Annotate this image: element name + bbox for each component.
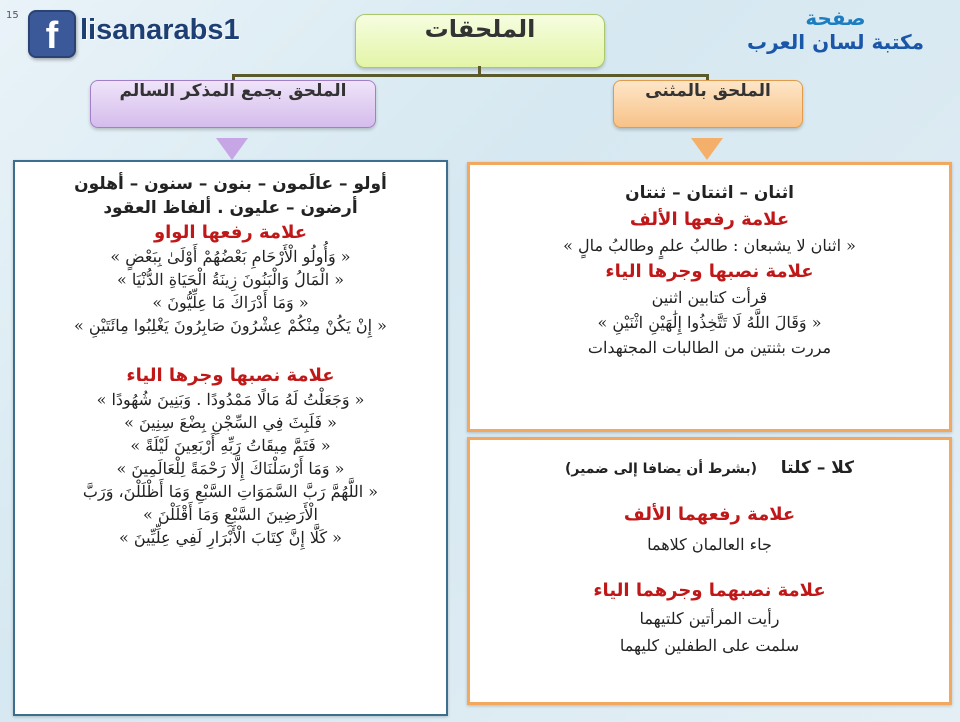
kila-example-2: سلمت على الطفلين كليهما	[619, 636, 800, 655]
plural-nasb-example-5a: « اللَّهُمَّ رَبَّ السَّمَوَاتِ السَّبْعِ وَمَا أَظْلَلْنَ، وَرَبَّ	[82, 482, 379, 501]
plural-list-2: أرضون – عليون . ألفاظ العقود	[103, 198, 358, 218]
plural-raf-example-1: « وَأُولُو الْأَرْحَامِ بَعْضُهُمْ أَوْلَىٰ بِبَعْضٍ »	[110, 247, 351, 266]
arrow-down-icon	[691, 138, 723, 160]
arrow-down-icon	[216, 138, 248, 160]
dual-words: اثنان – اثنتان – ثنتان	[625, 183, 794, 203]
plural-raf-example-2: « الْمَالُ وَالْبَنُونَ زِينَةُ الْحَيَاةِ الدُّنْيَا »	[116, 270, 345, 289]
plural-nasb-example-3: « فَتَمَّ مِيقَاتُ رَبِّهِ أَرْبَعِينَ لَيْلَةً »	[130, 436, 331, 455]
facebook-handle[interactable]: lisanarabs1	[80, 14, 240, 46]
category-dual: الملحق بالمثنى	[613, 80, 803, 128]
dual-raf-heading: علامة رفعها الألف	[629, 209, 790, 230]
kila-heading	[470, 458, 949, 478]
kila-raf-heading: علامة رفعهما الألف	[623, 504, 796, 525]
page-name	[747, 6, 924, 54]
kila-heading-condition: (بشرط أن يضافا إلى ضمير)	[564, 461, 758, 477]
category-plural: الملحق بجمع المذكر السالم	[90, 80, 376, 128]
plural-nasb-example-2: « فَلَبِثَ فِي السِّجْنِ بِضْعَ سِنِينَ »	[124, 413, 337, 432]
kila-example-1: رأيت المرأتين كلتيهما	[639, 609, 780, 628]
plural-nasb-example-5b: الْأَرَضِينَ السَّبْعِ وَمَا أَقْلَلْنَ »	[143, 505, 318, 524]
dual-example-1: قرأت كتابين اثنين	[651, 288, 768, 307]
plural-nasb-example-4: « وَمَا أَرْسَلْنَاكَ إِلَّا رَحْمَةً لِلْعَالَمِينَ »	[116, 459, 345, 478]
page-number: 15	[6, 10, 19, 21]
plural-panel	[13, 160, 448, 716]
kila-heading-main: كلا – كلتا	[780, 458, 855, 478]
plural-raf-example-4: « إِنْ يَكُنْ مِنْكُمْ عِشْرُونَ صَابِرُونَ يَغْلِبُوا مِائَتَيْنِ »	[74, 316, 387, 335]
plural-nasb-example-1: « وَجَعَلْتُ لَهُ مَالًا مَمْدُودًا . وَبَنِينَ شُهُودًا »	[96, 390, 365, 409]
plural-list-1: أولو – عالَمون – بنون – سنون – أهلون	[74, 174, 387, 194]
dual-nasb-heading: علامة نصبها وجرها الياء	[605, 261, 814, 282]
connector-horizontal	[233, 74, 709, 77]
facebook-icon[interactable]: f	[28, 10, 76, 58]
plural-nasb-example-6: « كَلَّا إِنَّ كِتَابَ الْأَبْرَارِ لَفِي عِلِّيِّينَ »	[119, 528, 342, 547]
page-name-line1: صفحة	[805, 6, 866, 30]
dual-example-2: « وَقَالَ اللَّهُ لَا تَتَّخِذُوا إِلَٰهَيْنِ اثْنَيْنِ »	[597, 313, 822, 332]
main-title: الملحقات	[355, 14, 605, 68]
plural-raf-heading: علامة رفعها الواو	[153, 222, 308, 243]
page-name-line2: مكتبة لسان العرب	[746, 30, 924, 54]
dual-example-3: مررت بثنتين من الطالبات المجتهدات	[587, 338, 832, 357]
kila-raf-example: جاء العالمان كلاهما	[647, 535, 772, 554]
dual-panel	[467, 162, 952, 432]
kila-nasb-heading: علامة نصبهما وجرهما الياء	[593, 580, 826, 601]
plural-raf-example-3: « وَمَا أَدْرَاكَ مَا عِلِّيُّونَ »	[152, 293, 309, 312]
dual-raf-example: « اثنان لا يشبعان : طالبُ علمٍ وطالبُ مالٍ »	[563, 236, 856, 255]
plural-nasb-heading: علامة نصبها وجرها الياء	[126, 365, 335, 386]
kila-panel	[467, 437, 952, 705]
